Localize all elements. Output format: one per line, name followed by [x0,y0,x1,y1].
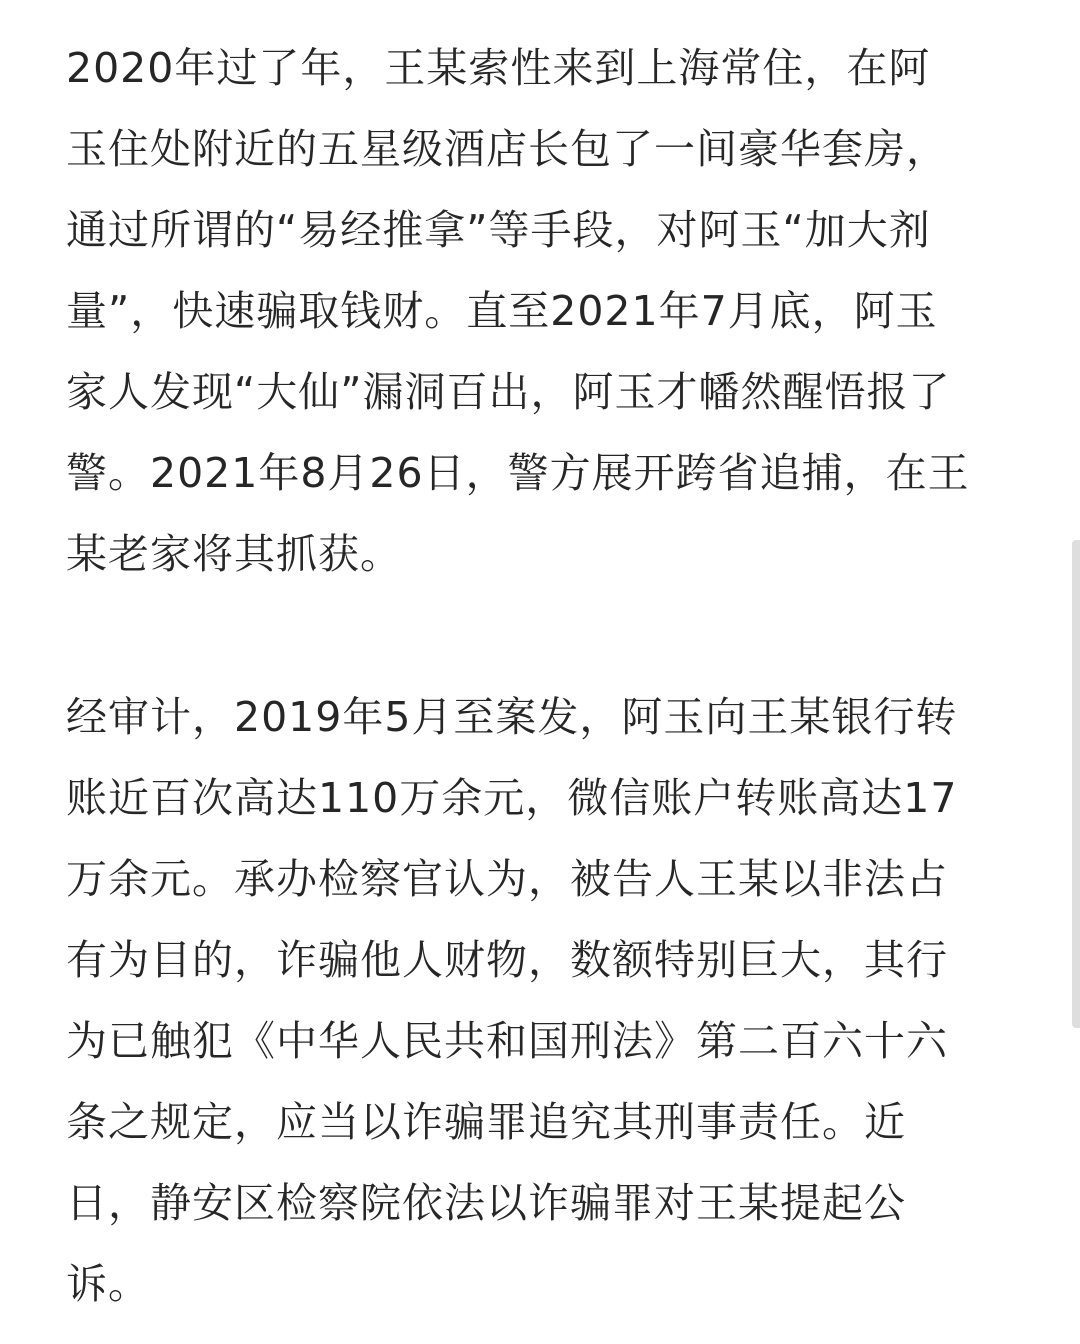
paragraph-spacer [66,595,1021,677]
text-line: 有为目的，诈骗他人财物，数额特别巨大，其行 [66,936,948,984]
text-line: 条之规定，应当以诈骗罪追究其刑事责任。近 [66,1098,906,1146]
paragraph-2 [66,677,1021,1325]
text-line: 警。2021年8月26日，警方展开跨省追捕，在王 [66,449,970,497]
text-line: 万余元。承办检察官认为，被告人王某以非法占 [66,855,948,903]
text-line: 量”，快速骗取钱财。直至2021年7月底，阿玉 [66,287,938,335]
text-line: 玉住处附近的五星级酒店长包了一间豪华套房， [66,125,948,173]
text-line: 账近百次高达110万余元，微信账户转账高达17 [66,774,958,822]
paragraph-1 [66,28,1021,595]
text-line: 家人发现“大仙”漏洞百出，阿玉才幡然醒悟报了 [66,368,951,416]
text-line: 日，静安区检察院依法以诈骗罪对王某提起公 [66,1179,906,1227]
text-line: 某老家将其抓获。 [66,530,402,578]
text-line: 诉。 [66,1260,150,1308]
text-line: 2020年过了年，王某索性来到上海常住，在阿 [66,44,931,92]
text-line: 为已触犯《中华人民共和国刑法》第二百六十六 [66,1017,948,1065]
text-line: 经审计，2019年5月至案发，阿玉向王某银行转 [66,693,958,741]
vertical-scrollbar[interactable] [1072,540,1080,1028]
text-line: 通过所谓的“易经推拿”等手段，对阿玉“加大剂 [66,206,931,254]
article-body [66,28,1021,1325]
